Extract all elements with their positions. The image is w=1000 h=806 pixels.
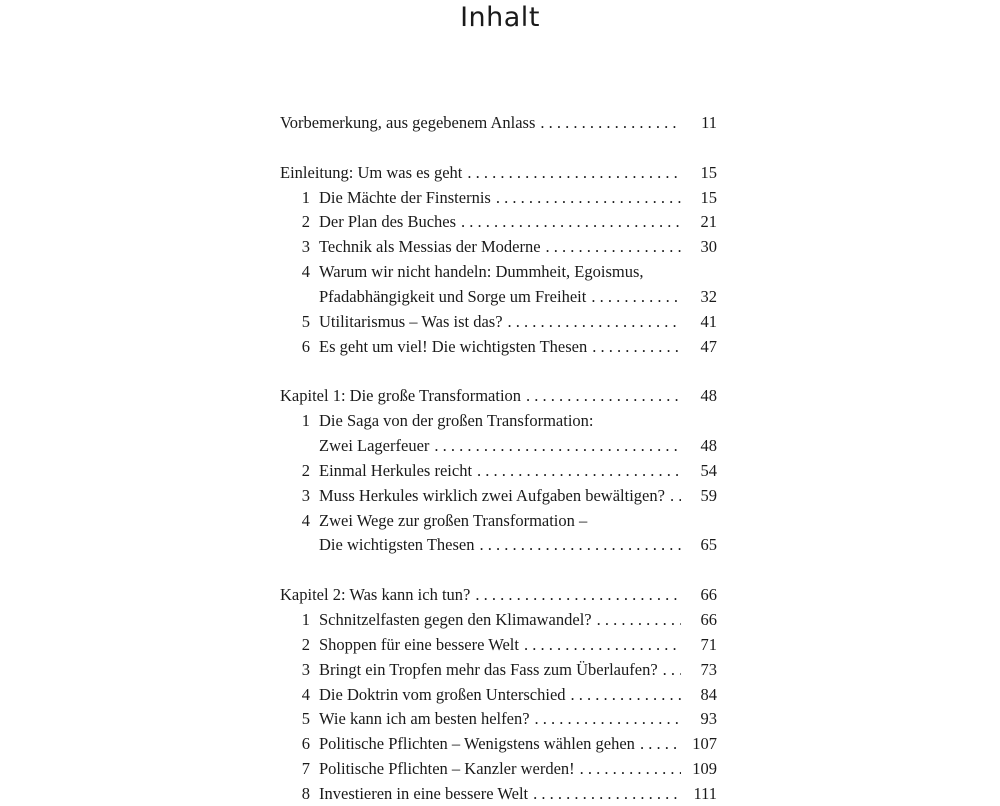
toc-entry-title: Zwei Lagerfeuer [319, 436, 430, 456]
toc-section-entry[interactable] [280, 408, 717, 433]
toc-entry-title: Politische Pflichten – Kanzler werden! [319, 759, 575, 779]
toc-entry-line [319, 756, 717, 781]
toc-section-entry[interactable] [280, 284, 717, 309]
toc-entry-title: Die Mächte der Finsternis [319, 187, 491, 207]
toc-chapter-entry[interactable] [280, 110, 717, 135]
toc-entry-line [319, 731, 717, 756]
dot-leader [540, 110, 681, 135]
toc-section-number: 1 [301, 187, 310, 207]
toc-entry-title: Bringt ein Tropfen mehr das Fass zum Überlaufen? [319, 659, 658, 679]
toc-entry-title: Pfadabhängigkeit und Sorge um Freiheit [319, 286, 587, 306]
toc-entry-title: Politische Pflichten – Wenigstens wählen gehen [319, 734, 635, 754]
toc-entry-line [280, 110, 717, 135]
toc-entry-title: Einleitung: Um was es geht [280, 162, 463, 182]
toc-page-number: 48 [700, 436, 717, 456]
toc-page-number: 41 [700, 311, 717, 331]
toc-entry-line [280, 582, 717, 607]
toc-entry-line [280, 383, 717, 408]
dot-leader [663, 657, 681, 682]
toc-section-entry[interactable] [280, 259, 717, 284]
dot-leader [640, 731, 681, 756]
toc-section-entry[interactable] [280, 334, 717, 359]
toc-section-number: 8 [301, 783, 310, 803]
toc-section-entry[interactable] [280, 234, 717, 259]
toc-page-number: 11 [701, 113, 717, 132]
toc-section-entry[interactable] [280, 607, 717, 632]
toc-entry-line [319, 682, 717, 707]
toc-entry-line [319, 532, 717, 557]
toc-page-number: 48 [700, 386, 717, 406]
toc-entry-title: Warum wir nicht handeln: Dummheit, Egoismus, [319, 262, 644, 282]
toc-entry-line [319, 234, 717, 259]
toc-page-number: 111 [693, 783, 717, 803]
dot-leader [477, 458, 681, 483]
dot-leader [670, 483, 681, 508]
toc-page-number: 71 [700, 634, 717, 654]
toc-entry-line [319, 408, 717, 433]
dot-leader [571, 682, 681, 707]
toc-entry-title: Technik als Messias der Moderne [319, 237, 541, 257]
toc-page-number: 15 [700, 162, 717, 182]
toc-page-number: 32 [700, 286, 717, 306]
toc-entry-line [319, 508, 717, 533]
toc-entry-line [319, 607, 717, 632]
toc-page-number [687, 508, 717, 533]
dot-leader [597, 607, 681, 632]
toc-page-number: 15 [700, 187, 717, 207]
toc-section-entry[interactable] [280, 781, 717, 806]
toc-entry-title: Muss Herkules wirklich zwei Aufgaben bewältigen? [319, 485, 665, 505]
toc-section-number: 4 [301, 684, 310, 704]
toc-section-entry[interactable] [280, 209, 717, 234]
dot-leader [592, 334, 681, 359]
toc-section-entry[interactable] [280, 185, 717, 210]
dot-leader [591, 284, 681, 309]
toc-entry-line [319, 185, 717, 210]
toc-section-number: 2 [301, 634, 310, 654]
toc-page-number: 66 [700, 585, 717, 605]
toc-entry-line [319, 334, 717, 359]
toc-entry-title: Der Plan des Buches [319, 212, 457, 232]
toc-section-entry[interactable] [280, 731, 717, 756]
toc-page-number: 47 [700, 336, 717, 356]
toc-page-number: 54 [700, 460, 717, 480]
toc-section-entry[interactable] [280, 756, 717, 781]
toc-entry-line [319, 259, 717, 284]
toc-entry-title: Investieren in eine bessere Welt [319, 783, 529, 803]
dot-leader [480, 532, 682, 557]
toc-page-number: 66 [700, 610, 717, 629]
toc-entry-line [319, 433, 717, 458]
toc-section-number: 2 [301, 460, 310, 480]
toc-entry-title: Shoppen für eine bessere Welt [319, 634, 519, 654]
toc-section-number: 4 [301, 262, 310, 282]
toc-entry-line [319, 209, 717, 234]
toc-entry-title: Es geht um viel! Die wichtigsten Thesen [319, 336, 588, 356]
toc-section-number: 6 [301, 336, 310, 356]
toc-entry-title: Vorbemerkung, aus gegebenem Anlass [280, 113, 536, 132]
toc-entry-line [319, 309, 717, 334]
toc-entry-line [319, 632, 717, 657]
toc-section-entry[interactable] [280, 657, 717, 682]
dot-leader [580, 756, 681, 781]
toc-section-entry[interactable] [280, 532, 717, 557]
page-title: Inhalt [460, 2, 540, 33]
toc-entry-title: Wie kann ich am besten helfen? [319, 709, 530, 729]
toc-chapter-entry[interactable] [280, 160, 717, 185]
toc-section-number: 2 [301, 212, 310, 232]
toc-entry-title: Schnitzelfasten gegen den Klimawandel? [319, 610, 592, 629]
dot-leader [508, 309, 681, 334]
dot-leader [434, 433, 681, 458]
toc-page-number: 107 [692, 734, 717, 754]
toc-section-number: 5 [301, 311, 310, 331]
toc-entry-title: Die Doktrin vom großen Unterschied [319, 684, 566, 704]
toc-section-entry[interactable] [280, 483, 717, 508]
toc-section-entry[interactable] [280, 309, 717, 334]
toc-entry-title: Zwei Wege zur großen Transformation – [319, 510, 588, 530]
toc-chapter-entry[interactable] [280, 383, 717, 408]
toc-section-number: 3 [301, 659, 310, 679]
toc-entry-line [319, 781, 717, 806]
toc-page-number: 65 [700, 535, 717, 555]
toc-entry-title: Kapitel 2: Was kann ich tun? [280, 585, 471, 605]
toc-section-entry[interactable] [280, 433, 717, 458]
toc-section-entry[interactable] [280, 458, 717, 483]
dot-leader [526, 383, 681, 408]
toc-section-entry[interactable] [280, 706, 717, 731]
toc-entry-line [319, 483, 717, 508]
toc-page-number: 59 [700, 485, 717, 505]
toc-section-number: 3 [301, 485, 310, 505]
dot-leader [546, 234, 681, 259]
toc-section-entry[interactable] [280, 682, 717, 707]
toc-section-number: 7 [301, 759, 310, 779]
toc-page-number: 73 [700, 659, 717, 679]
toc-entry-line [319, 458, 717, 483]
dot-leader [496, 185, 681, 210]
toc-page-number: 93 [700, 709, 717, 729]
dot-leader [524, 632, 681, 657]
toc-section-entry[interactable] [280, 508, 717, 533]
toc-page-number: 21 [700, 212, 717, 232]
toc-chapter-entry[interactable] [280, 582, 717, 607]
toc-page-number: 30 [700, 237, 717, 257]
toc-entry-title: Die wichtigsten Thesen [319, 535, 475, 555]
toc-entry-title: Kapitel 1: Die große Transformation [280, 386, 522, 406]
toc-entry-title: Utilitarismus – Was ist das? [319, 311, 503, 331]
dot-leader [461, 209, 681, 234]
toc-entry-line [319, 284, 717, 309]
toc-entry-line [319, 706, 717, 731]
dot-leader [475, 582, 681, 607]
toc-entry-title: Einmal Herkules reicht [319, 460, 473, 480]
toc-section-number: 5 [301, 709, 310, 729]
toc-section-number: 4 [301, 510, 310, 530]
dot-leader [535, 706, 681, 731]
toc-entry-title: Die Saga von der großen Transformation: [319, 411, 594, 431]
toc-page-number [687, 259, 717, 284]
toc-section-entry[interactable] [280, 632, 717, 657]
toc-page-number [687, 408, 717, 433]
dot-leader [533, 781, 681, 806]
toc-page-number: 109 [692, 759, 717, 779]
toc-section-number: 1 [301, 610, 310, 629]
toc-entry-line [319, 657, 717, 682]
toc-page-number: 84 [700, 684, 717, 704]
toc-section-number: 1 [301, 411, 310, 431]
toc-entry-line [280, 160, 717, 185]
toc-section-number: 3 [301, 237, 310, 257]
toc-section-number: 6 [301, 734, 310, 754]
dot-leader [467, 160, 681, 185]
